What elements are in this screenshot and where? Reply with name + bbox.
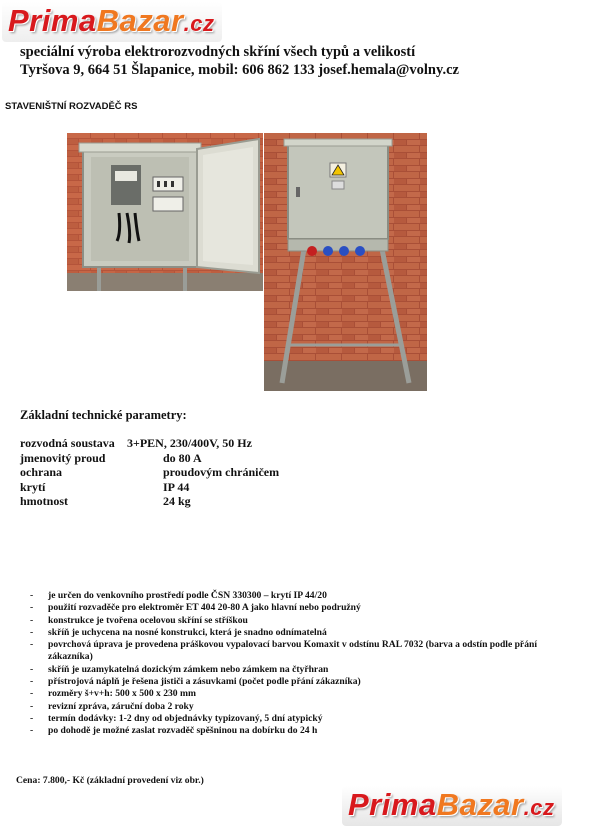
param-value: 24 kg [163, 494, 191, 509]
list-item: - termín dodávky: 1-2 dny od objednávky typizovaný, 5 dní atypický [30, 712, 323, 724]
list-item: - revizní zpráva, záruční doba 2 roky [30, 700, 194, 712]
list-item: - použití rozvaděče pro elektroměr ET 404 20-80 A jako hlavní nebo podružný [30, 602, 361, 614]
param-label: hmotnost [20, 494, 69, 509]
logo-word-bazar: Bazar [436, 787, 524, 822]
logo-word-cz: .cz [183, 11, 215, 36]
list-item: - konstrukce je tvořena ocelovou skříní se stříškou [30, 614, 248, 626]
param-value: IP 44 [163, 479, 190, 494]
photo-closed-switchboard [264, 133, 427, 391]
features-list [30, 590, 570, 738]
logo-word-cz: .cz [523, 795, 555, 820]
param-label: jmenovitý proud [20, 450, 106, 465]
list-item: - povrchová úprava je provedena práškovou vypalovací barvou Komaxit v odstínu RAL 7032 (barva a odstín podle přání zákazníka) [30, 639, 537, 663]
param-value: 3+PEN, 230/400V, 50 Hz [127, 436, 252, 450]
header-line-1: speciální výroba elektrorozvodných skříní všech typů a velikostí [20, 44, 416, 60]
param-label: krytí [20, 479, 46, 494]
list-item: - skříň je uchycena na nosné konstrukci, která je snadno odnímatelná [30, 626, 327, 638]
parameters-heading: Základní technické parametry: [20, 408, 187, 422]
header-line-2: Tyršova 9, 664 51 Šlapanice, mobil: 606 862 133 josef.hemala@volny.cz [20, 62, 459, 78]
param-label: ochrana [20, 465, 62, 480]
param-label: rozvodná soustava [20, 436, 115, 450]
document-title: STAVENIŠTNÍ ROZVADĚČ RS [5, 101, 138, 112]
list-item: - skříň je uzamykatelná dozickým zámkem nebo zámkem na čtyřhran [30, 663, 329, 675]
list-item: - rozměry š+v+h: 500 x 500 x 230 mm [30, 688, 196, 700]
logo-word-bazar: Bazar [96, 3, 184, 38]
company-header [20, 43, 459, 79]
photo-open-switchboard [67, 133, 263, 291]
primabazar-logo-top[interactable] [2, 2, 222, 42]
logo-word-prima: Prima [8, 3, 97, 38]
primabazar-logo-bottom[interactable] [342, 786, 562, 826]
param-value: proudovým chráničem [163, 465, 280, 480]
logo-word-prima: Prima [348, 787, 437, 822]
list-item: - je určen do venkovního prostředí podle ČSN 330300 – krytí IP 44/20 [30, 590, 327, 601]
list-item: - po dohodě je možné zaslat rozvaděč spěšninou na dobírku do 24 h [30, 725, 318, 737]
param-value: do 80 A [163, 450, 202, 465]
list-item: - přístrojová náplň je řešena jističi a zásuvkami (počet podle přání zákazníka) [30, 676, 361, 688]
price-text: Cena: 7.800,- Kč (základní provedení viz obr.) [16, 775, 204, 786]
